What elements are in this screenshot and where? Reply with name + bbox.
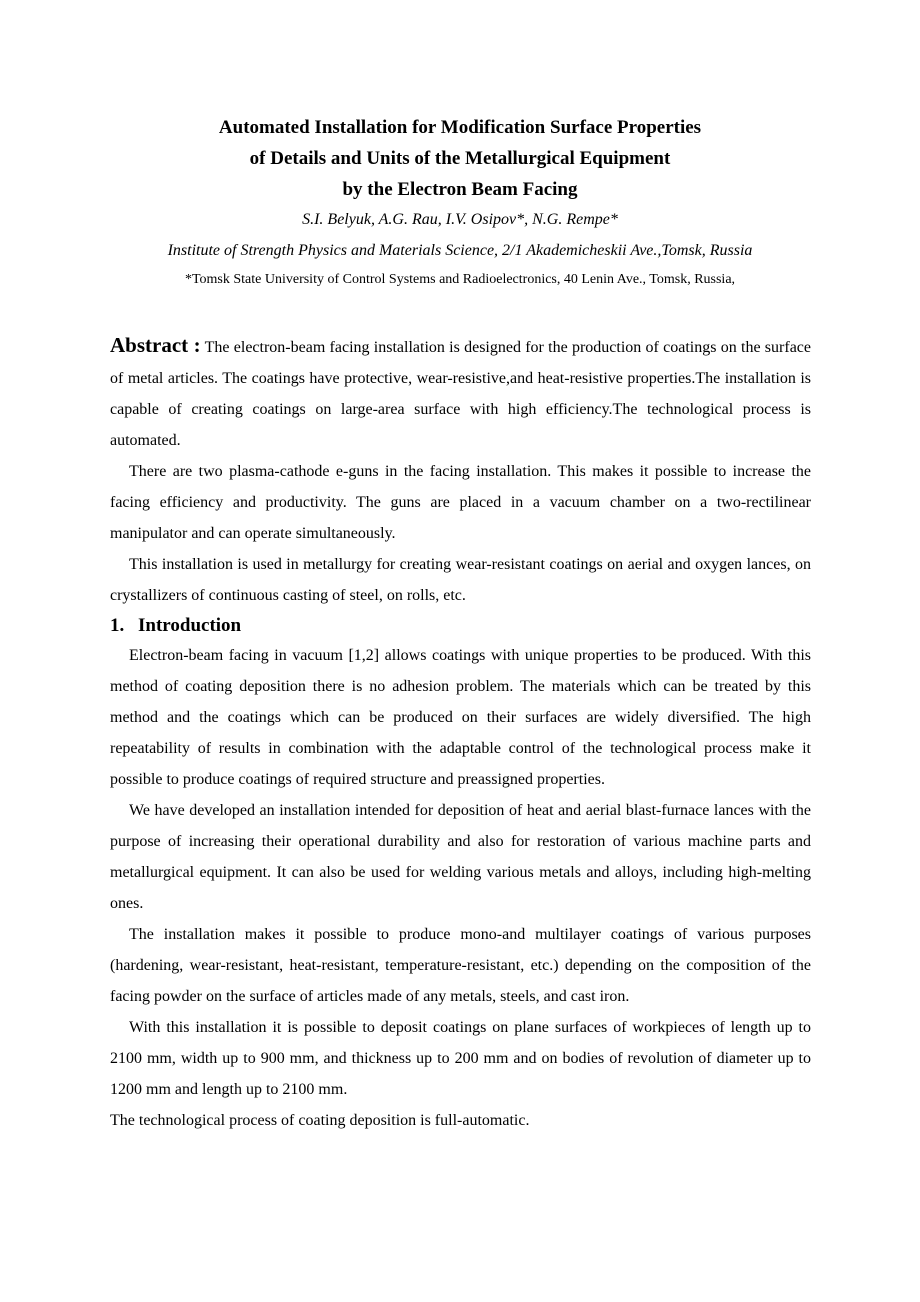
section-title: Introduction bbox=[138, 615, 242, 636]
section-heading-introduction bbox=[110, 611, 811, 640]
intro-paragraph-1: Electron-beam facing in vacuum [1,2] allows coatings with unique properties to be produced. With this method of coating deposition there is no adhesion problem. The materials which can be treated by this method and the coatings which can be produced on their surfaces are widely diversified. The high repeatability of results in combination with the adaptable control of the technological process make it possible to produce coatings of required structure and preassigned properties. bbox=[110, 647, 811, 788]
paper-title-line-3: by the Electron Beam Facing bbox=[342, 179, 578, 200]
intro-final-line: The technological process of coating deposition is full-automatic. bbox=[110, 1112, 530, 1129]
intro-paragraph-3: The installation makes it possible to produce mono-and multilayer coatings of various purposes (hardening, wear-resistant, heat-resistant, temperature-resistant, etc.) depending on the composition of the facing powder on the surface of articles made of any metals, steels, and cast iron. bbox=[110, 926, 811, 1005]
section-number: 1. bbox=[110, 615, 125, 636]
paper-title-line-1: Automated Installation for Modification Surface Properties bbox=[218, 117, 702, 138]
intro-paragraph-4: With this installation it is possible to deposit coatings on plane surfaces of workpieces of length up to 2100 mm, width up to 900 mm, and thickness up to 200 mm and on bodies of revolution of diameter up to 1200 mm and length up to 2100 mm. bbox=[110, 1019, 811, 1098]
abstract-paragraph-2: There are two plasma-cathode e-guns in the facing installation. This makes it possible to increase the facing efficiency and productivity. The guns are placed in a vacuum chamber on a two-rectilinear manipulator and can operate simultaneously. bbox=[110, 463, 811, 542]
paper-body bbox=[110, 330, 811, 1136]
author-list: S.I. Belyuk, A.G. Rau, I.V. Osipov*, N.G. Rempe* bbox=[302, 211, 618, 228]
paper-title-line-2: of Details and Units of the Metallurgical Equipment bbox=[249, 148, 671, 169]
affiliation-primary: Institute of Strength Physics and Materials Science, 2/1 Akademicheskii Ave.,Tomsk, Russia bbox=[167, 242, 753, 259]
abstract-paragraph-3: This installation is used in metallurgy for creating wear-resistant coatings on aerial and oxygen lances, on crystallizers of continuous casting of steel, on rolls, etc. bbox=[110, 556, 811, 604]
title-block bbox=[110, 112, 810, 290]
abstract-heading: Abstract : bbox=[110, 333, 201, 357]
affiliation-secondary: *Tomsk State University of Control Systems and Radioelectronics, 40 Lenin Ave., Tomsk, Russia, bbox=[184, 272, 736, 287]
abstract-text: The electron-beam facing installation is designed for the production of coatings on the surface of metal articles. The coatings have protective, wear-resistive,and heat-resistive properties.The installation is capable of creating coatings on large-area surface with high efficiency.The technological process is automated. bbox=[110, 339, 811, 449]
intro-paragraph-2: We have developed an installation intended for deposition of heat and aerial blast-furnace lances with the purpose of increasing their operational durability and also for restoration of various machine parts and metallurgical equipment. It can also be used for welding various metals and alloys, including high-melting ones. bbox=[110, 802, 811, 912]
abstract-paragraph-1 bbox=[110, 330, 811, 456]
